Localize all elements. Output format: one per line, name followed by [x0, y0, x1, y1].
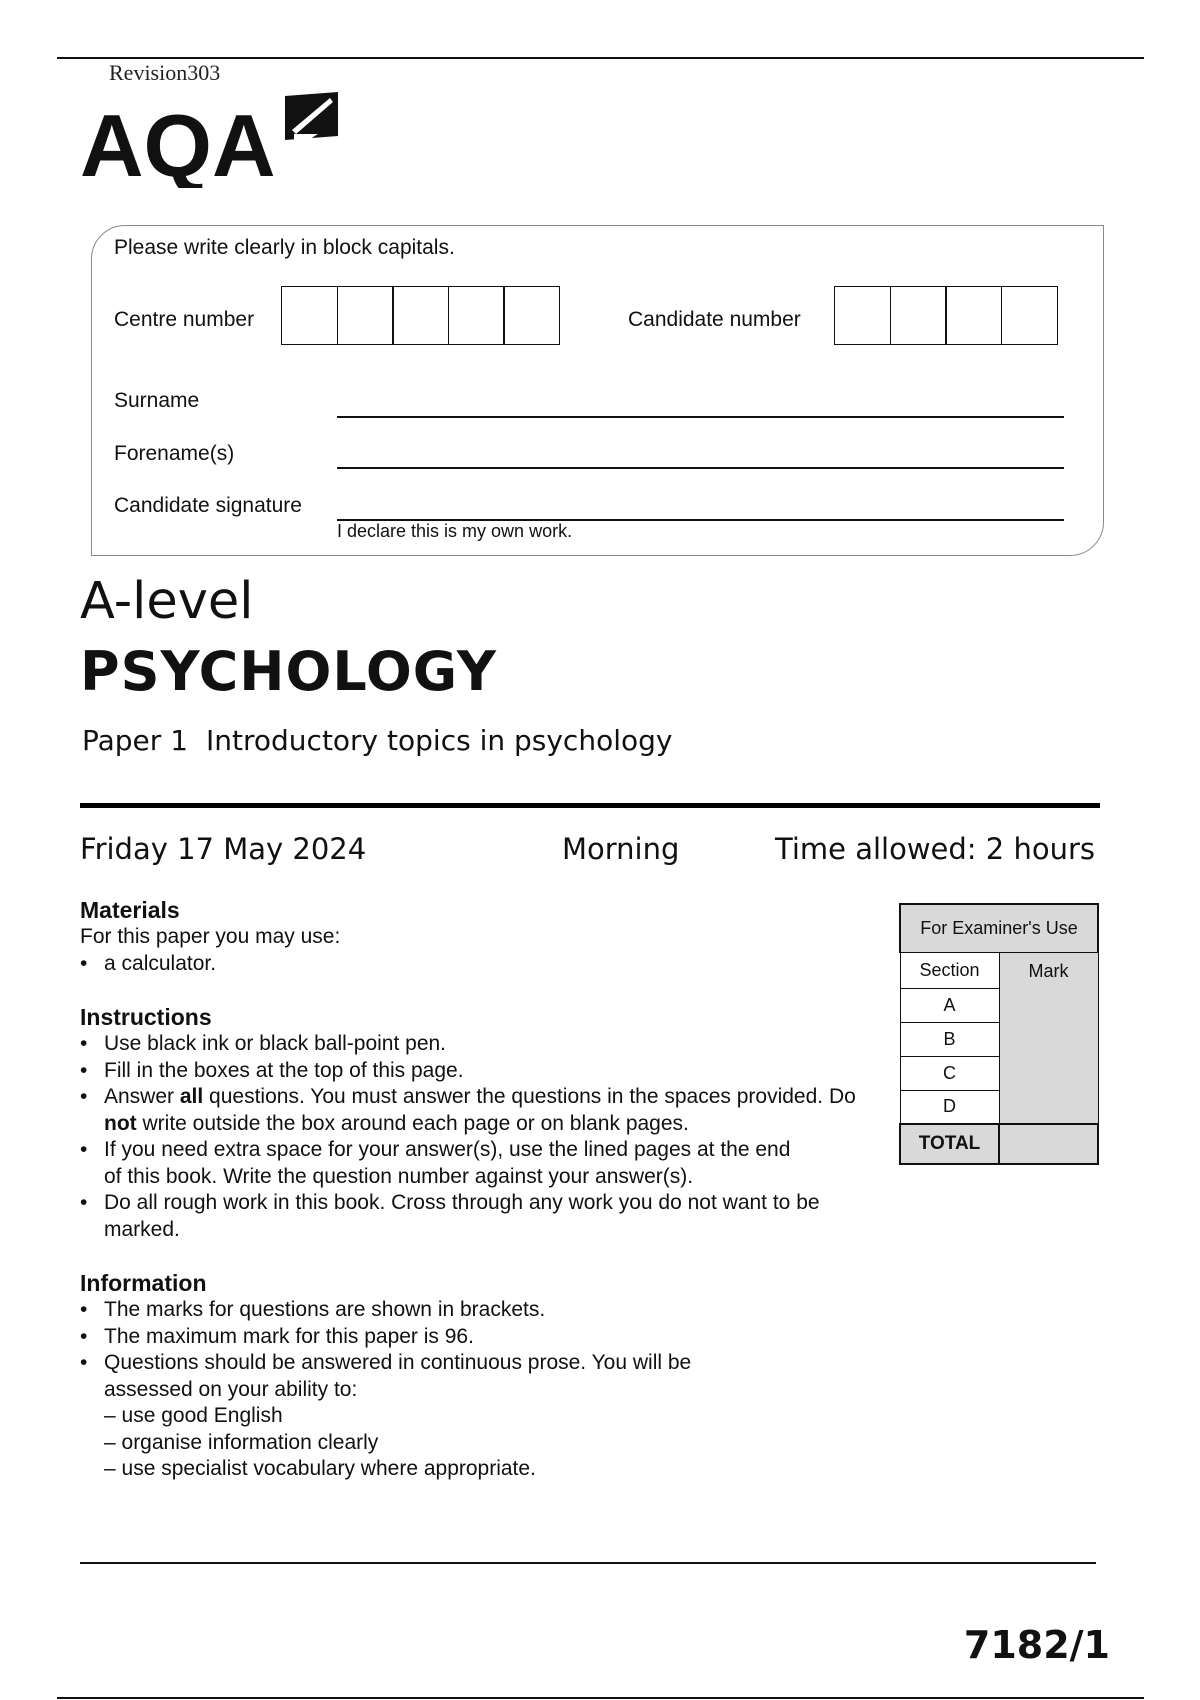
centre-number-digit-4[interactable] [448, 286, 505, 345]
candidate-number-digit-3[interactable] [945, 286, 1002, 345]
information-sub-item: – use good English [104, 1404, 283, 1427]
candidate-number-digit-1[interactable] [834, 286, 891, 345]
paper-name: Introductory topics in psychology [206, 724, 673, 757]
candidate-number-digit-2[interactable] [890, 286, 947, 345]
candidate-number-label: Candidate number [628, 308, 801, 331]
instructions-section [80, 1004, 880, 1243]
instruction-3-part-a: Answer [104, 1085, 180, 1108]
paper-number: Paper 1 [82, 724, 189, 757]
qualification-level: A-level [80, 572, 254, 631]
centre-number-digit-1[interactable] [281, 286, 338, 345]
examiner-use-table [899, 903, 1099, 1165]
instruction-3-part-c: questions. You must answer the questions in the spaces provided. Do [203, 1085, 856, 1108]
section-column-header: Section [900, 952, 999, 988]
section-b-cell: B [900, 1022, 999, 1056]
centre-number-digit-5[interactable] [503, 286, 560, 345]
materials-section [80, 897, 880, 977]
information-sub-item: – organise information clearly [104, 1430, 379, 1454]
instruction-item-2: • Fill in the boxes at the top of this page. [80, 1058, 880, 1085]
aqa-logo-text: AQA [80, 96, 276, 188]
candidate-number-digit-4[interactable] [1001, 286, 1058, 345]
information-item-1: • The marks for questions are shown in brackets. [80, 1297, 880, 1324]
examiner-table-title: For Examiner's Use [900, 904, 1098, 952]
paper-title [82, 724, 672, 757]
materials-intro: For this paper you may use: [80, 925, 341, 948]
information-sub-item: – use specialist vocabulary where appropriate. [104, 1457, 536, 1480]
centre-number-label: Centre number [114, 308, 255, 331]
instruction-item-1: • Use black ink or black ball-point pen. [80, 1031, 880, 1058]
subject-title: PSYCHOLOGY [80, 640, 498, 703]
instruction-3-emphasis-all: all [179, 1085, 204, 1108]
forenames-label: Forename(s) [114, 442, 235, 465]
centre-number-digit-2[interactable] [337, 286, 394, 345]
aqa-logo [80, 88, 345, 188]
total-mark-cell[interactable] [999, 1124, 1098, 1164]
section-a-cell: A [900, 988, 999, 1022]
centre-number-digit-3[interactable] [392, 286, 449, 345]
information-section [80, 1270, 880, 1483]
top-rule [57, 57, 1144, 59]
title-divider [80, 803, 1100, 808]
total-label-cell: TOTAL [900, 1124, 999, 1164]
materials-heading: Materials [80, 897, 180, 923]
instruction-item-4: • If you need extra space for your answer(s), use the lined pages at the end of this book. Write the question number against your answer(s). [80, 1137, 804, 1190]
revision-label: Revision303 [109, 60, 221, 85]
instruction-item-3 [80, 1084, 880, 1137]
block-capitals-instruction: Please write clearly in block capitals. [114, 236, 455, 259]
surname-label: Surname [114, 389, 200, 412]
instruction-3-part-e: write outside the box around each page or on blank pages. [136, 1111, 689, 1135]
centre-number-boxes [281, 286, 560, 345]
declaration-text: I declare this is my own work. [337, 521, 573, 541]
signature-label: Candidate signature [114, 494, 302, 517]
mark-column-header: Mark [1028, 960, 1069, 981]
candidate-number-boxes [834, 286, 1058, 345]
time-allowed: Time allowed: 2 hours [775, 832, 1095, 866]
information-item-3: • Questions should be answered in continuous prose. You will be assessed on your ability to: [80, 1350, 754, 1403]
information-heading: Information [80, 1270, 207, 1296]
exam-session: Morning [562, 832, 680, 866]
materials-item: • a calculator. [80, 951, 880, 978]
instruction-3-emphasis-not: not [104, 1111, 137, 1135]
paper-code: 7182/1 [963, 1623, 1110, 1667]
information-item-2: • The maximum mark for this paper is 96. [80, 1324, 880, 1351]
exam-date: Friday 17 May 2024 [80, 832, 367, 866]
forenames-line[interactable] [337, 467, 1064, 469]
footer-rule [57, 1697, 1144, 1699]
mark-column [999, 952, 1098, 1124]
bottom-rule [80, 1562, 1096, 1564]
aqa-logo-mark-icon [285, 92, 338, 144]
instruction-item-5: • Do all rough work in this book. Cross through any work you do not want to be marked. [80, 1190, 824, 1243]
surname-line[interactable] [337, 416, 1064, 418]
instructions-heading: Instructions [80, 1004, 212, 1030]
section-c-cell: C [900, 1056, 999, 1090]
section-d-cell: D [900, 1090, 999, 1124]
